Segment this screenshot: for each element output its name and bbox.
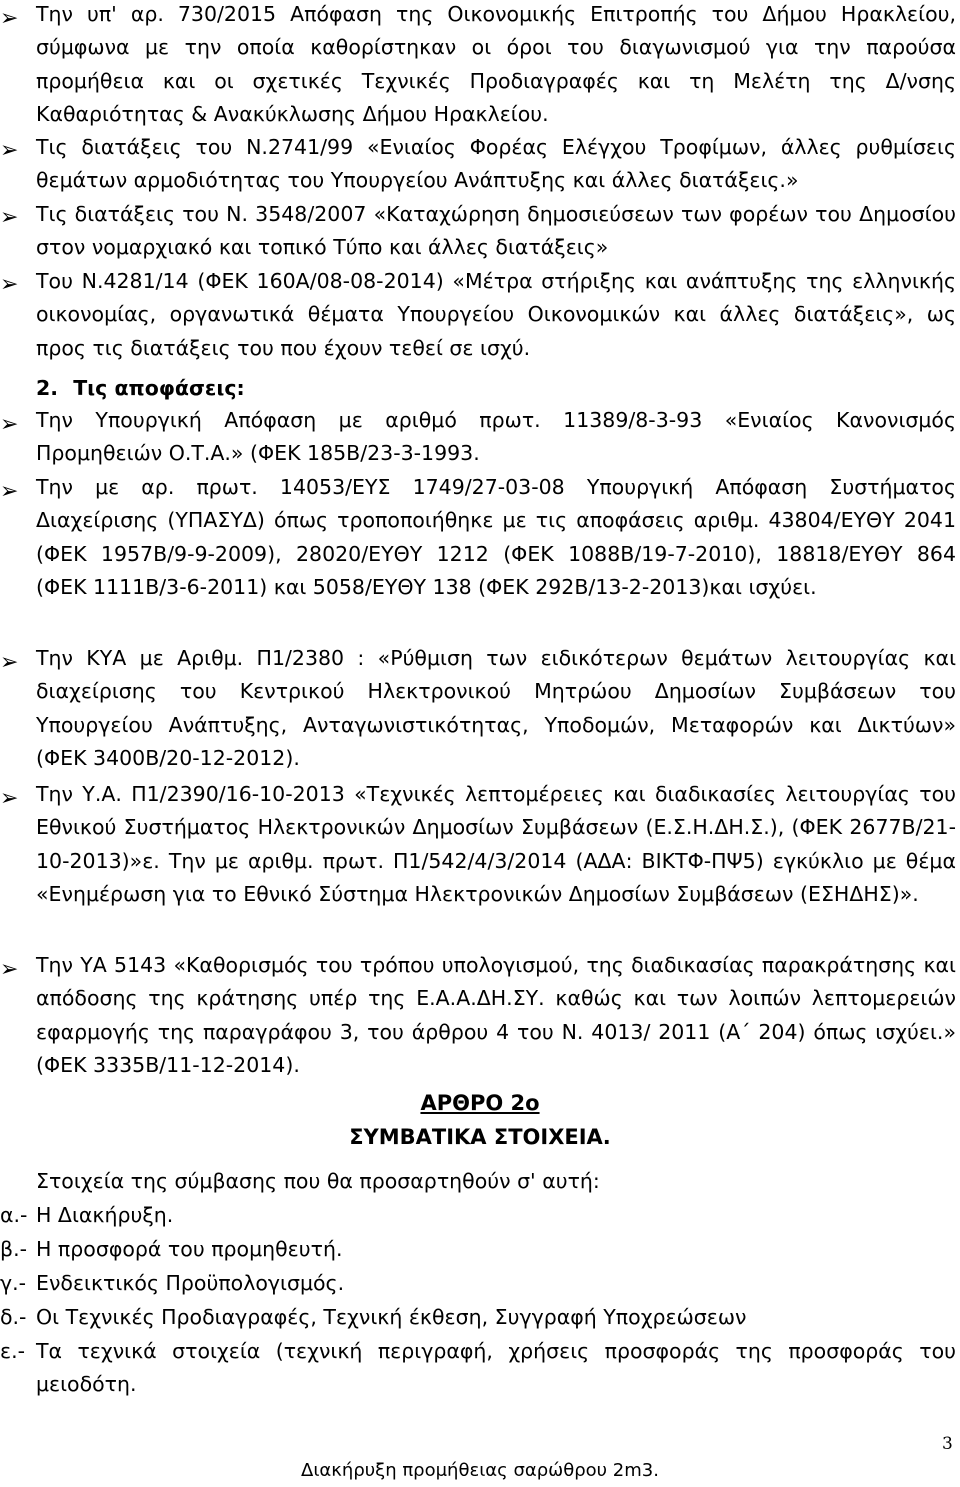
bullet-arrow-icon: ➢	[0, 272, 19, 297]
article-subtitle: ΣΥΜΒΑΤΙΚΑ ΣΤΟΙΧΕΙΑ.	[349, 1125, 611, 1149]
law-4281-paragraph: Του Ν.4281/14 (ΦΕΚ 160Α/08-08-2014) «Μέτρα στήριξης και ανάπτυξης της ελληνικής οικονομίας, οργανωτικά θέματα Υπουργείου Οικονομικών και άλλες διατάξεις», ως προς τις διατάξεις του που έχουν τεθεί σε ισχύ.	[36, 269, 956, 360]
bullet-arrow-icon: ➢	[0, 6, 19, 31]
page-footer: Διακήρυξη προμήθειας σαρώθρου 2m3.	[301, 1460, 659, 1481]
law-3548-paragraph: Τις διατάξεις του Ν. 3548/2007 «Καταχώρηση δημοσιεύσεων των φορέων του Δημοσίου στον νομαρχιακό και τοπικό Τύπο και άλλες διατάξεις»	[36, 202, 956, 260]
list-letter: β.-	[0, 1237, 27, 1261]
decision-paragraph: Την υπ' αρ. 730/2015 Απόφαση της Οικονομικής Επιτροπής του Δήμου Ηρακλείου, σύμφωνα με την οποία καθορίστηκαν οι όροι του διαγωνισμού για την παρούσα προμήθεια και οι σχετικές Τεχνικές Προδιαγραφές και τη Μελέτη της Δ/νσης Καθαριότητας & Ανακύκλωσης Δήμου Ηρακλείου.	[36, 2, 956, 126]
list-item: Τα τεχνικά στοιχεία (τεχνική περιγραφή, χρήσεις προσφοράς της προσφοράς του μειοδότη.	[36, 1339, 956, 1396]
list-item: Η προσφορά του προμηθευτή.	[36, 1237, 343, 1261]
kya-paragraph: Την ΚΥΑ με Αριθμ. Π1/2380 : «Ρύθμιση των ειδικότερων θεμάτων λειτουργίας και διαχείρισης του Κεντρικού Ηλεκτρονικού Μητρώου Δημοσίων Συμβάσεων του Υπουργείου Ανάπτυξης, Ανταγωνιστικότητας, Υποδομών, Μεταφορών και Δικτύων» (ΦΕΚ 3400Β/20-12-2012).	[36, 646, 956, 770]
bullet-arrow-icon: ➢	[0, 205, 19, 230]
ministerial-decision-paragraph: Την Υπουργική Απόφαση με αριθμό πρωτ. 11389/8-3-93 «Ενιαίος Κανονισμός Προμηθειών Ο.Τ.Α.» (ΦΕΚ 185Β/23-3-1993.	[36, 408, 956, 466]
section-title: Τις αποφάσεις:	[73, 376, 245, 400]
bullet-arrow-icon: ➢	[0, 412, 19, 437]
list-item: Η Διακήρυξη.	[36, 1203, 174, 1227]
ya-5143-paragraph: Την ΥΑ 5143 «Καθορισμός του τρόπου υπολογισμού, της διαδικασίας παρακράτησης και απόδοσης της κράτησης υπέρ της Ε.Α.Α.ΔΗ.ΣΥ. καθώς και των λοιπών λεπτομερειών εφαρμογής της παραγράφου 3, του άρθρου 4 του Ν. 4013/ 2011 (Α΄ 204) όπως ισχύει.» (ΦΕΚ 3335Β/11-12-2014).	[36, 953, 956, 1077]
list-letter: δ.-	[0, 1305, 27, 1329]
article-title-text: ΑΡΘΡΟ 2ο	[420, 1091, 540, 1115]
contract-intro: Στοιχεία της σύμβασης που θα προσαρτηθούν σ' αυτή:	[36, 1169, 600, 1193]
page-number: 3	[942, 1434, 953, 1454]
ya-2390-paragraph: Την Υ.Α. Π1/2390/16-10-2013 «Τεχνικές λεπτομέρειες και διαδικασίες λειτουργίας του Εθνικού Συστήματος Ηλεκτρονικών Δημοσίων Συμβάσεων (Ε.Σ.Η.ΔΗ.Σ.), (ΦΕΚ 2677Β/21-10-2013)»ε. Την με αριθμ. πρωτ. Π1/542/4/3/2014 (ΑΔΑ: ΒΙΚΤΦ-ΠΨ5) εγκύκλιο με θέμα «Ενημέρωση για το Εθνικό Σύστημα Ηλεκτρονικών Δημοσίων Συμβάσεων (ΕΣΗΔΗΣ)».	[36, 782, 956, 906]
management-system-paragraph: Την με αρ. πρωτ. 14053/ΕΥΣ 1749/27-03-08 Υπουργική Απόφαση Συστήματος Διαχείρισης (ΥΠΑΣΥΔ) όπως τροποποιήθηκε με τις αποφάσεις αριθμ. 43804/ΕΥΘΥ 2041 (ΦΕΚ 1957Β/9-9-2009), 28020/ΕΥΘΥ 1212 (ΦΕΚ 1088Β/19-7-2010), 18818/ΕΥΘΥ 864 (ΦΕΚ 1111Β/3-6-2011) και 5058/ΕΥΘΥ 138 (ΦΕΚ 292Β/13-2-2013)και ισχύει.	[36, 475, 956, 599]
section-number: 2.	[36, 376, 59, 400]
bullet-arrow-icon: ➢	[0, 650, 19, 675]
list-letter: α.-	[0, 1203, 28, 1227]
list-letter: ε.-	[0, 1339, 25, 1363]
list-item: Ενδεικτικός Προϋπολογισμός.	[36, 1271, 345, 1295]
list-letter: γ.-	[0, 1271, 27, 1295]
list-item: Οι Τεχνικές Προδιαγραφές, Τεχνική έκθεση, Συγγραφή Υποχρεώσεων	[36, 1305, 747, 1329]
bullet-arrow-icon: ➢	[0, 786, 19, 811]
bullet-arrow-icon: ➢	[0, 957, 19, 982]
article-title	[0, 1087, 960, 1120]
law-2741-paragraph: Τις διατάξεις του Ν.2741/99 «Ενιαίος Φορέας Ελέγχου Τροφίμων, άλλες ρυθμίσεις θεμάτων αρμοδιότητας του Υπουργείου Ανάπτυξης και άλλες διατάξεις.»	[36, 135, 956, 193]
section-heading	[36, 372, 245, 405]
bullet-arrow-icon: ➢	[0, 479, 19, 504]
bullet-arrow-icon: ➢	[0, 138, 19, 163]
